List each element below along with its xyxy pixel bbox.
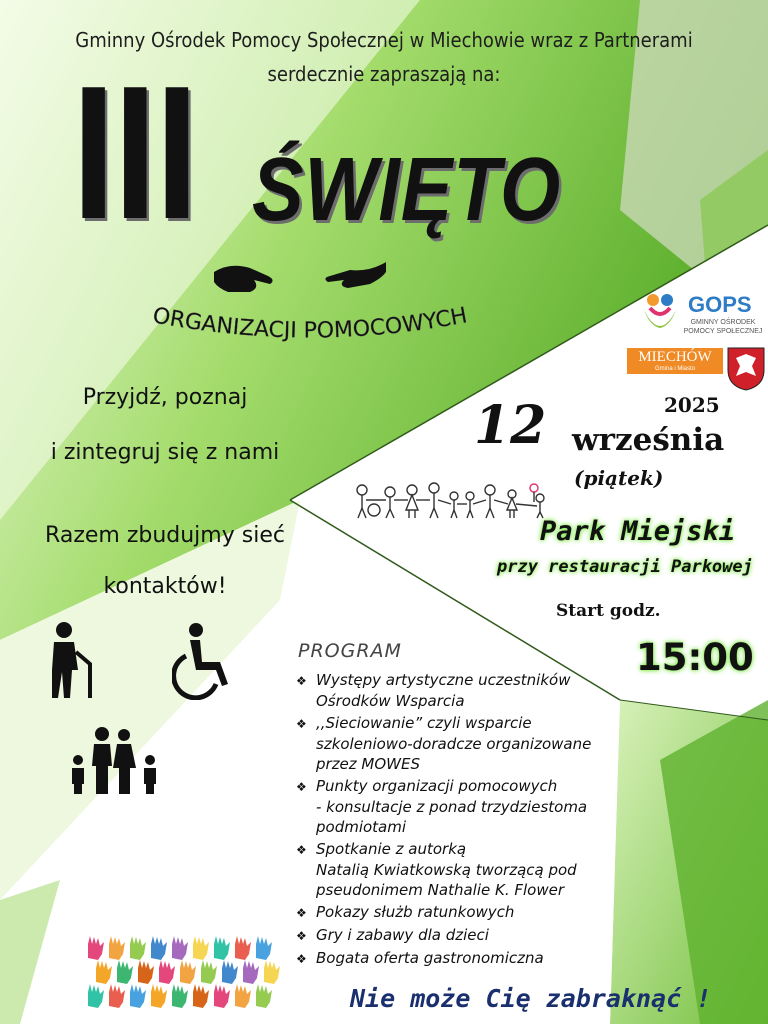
hand-shape bbox=[180, 960, 196, 984]
program-text: Natalią Kwiatkowską tworzącą pod bbox=[316, 861, 577, 879]
program-text: podmiotami bbox=[316, 818, 407, 836]
program-item bbox=[296, 948, 626, 969]
hand-shape bbox=[256, 984, 272, 1008]
start-label: Start godz. bbox=[556, 601, 661, 621]
edition-number: III bbox=[72, 47, 197, 259]
svg-text:ORGANIZACJI POMOCOWYCH: ORGANIZACJI POMOCOWYCH bbox=[150, 303, 470, 344]
program-item-continuation bbox=[296, 797, 626, 817]
program-item bbox=[296, 902, 626, 923]
hand-shape bbox=[151, 936, 167, 960]
program-list bbox=[296, 670, 626, 971]
hand-shape bbox=[172, 936, 188, 960]
program-item-text bbox=[296, 776, 626, 797]
event-place-sub: przy restauracji Parkowej bbox=[497, 557, 753, 577]
diamond-bullet-icon: ❖ bbox=[296, 929, 307, 943]
miechow-logo-sub: Gmina i Miasto bbox=[654, 366, 695, 372]
colorful-hands-icon bbox=[80, 928, 280, 1018]
program-item-continuation bbox=[296, 860, 626, 880]
elderly-person-icon bbox=[42, 620, 102, 700]
invite-text-3: Razem zbudujmy sieć bbox=[45, 523, 285, 548]
event-weekday: (piątek) bbox=[574, 466, 664, 490]
program-text: Bogata oferta gastronomiczna bbox=[316, 949, 544, 967]
program-item bbox=[296, 925, 626, 946]
family-chain-icon bbox=[352, 482, 552, 522]
hand-shape bbox=[130, 984, 146, 1008]
event-title: ŚWIĘTO bbox=[252, 140, 562, 240]
organizer-line: Gminny Ośrodek Pomocy Społecznej w Miechowie wraz z Partnerami bbox=[75, 28, 693, 52]
diamond-bullet-icon: ❖ bbox=[296, 674, 307, 688]
program-item bbox=[296, 670, 626, 711]
miechow-coat-of-arms-icon bbox=[726, 346, 766, 392]
program-item-continuation bbox=[296, 817, 626, 837]
program-item-text bbox=[296, 713, 626, 734]
event-subtitle bbox=[80, 270, 540, 360]
hand-shape bbox=[138, 960, 154, 984]
gops-logo-sub2: POMOCY SPOŁECZNEJ bbox=[683, 328, 763, 335]
hand-shape bbox=[109, 936, 125, 960]
hand-shape bbox=[172, 984, 188, 1008]
hand-shape bbox=[159, 960, 175, 984]
diamond-bullet-icon: ❖ bbox=[296, 906, 307, 920]
event-time: 15:00 bbox=[636, 636, 754, 679]
hand-shape bbox=[201, 960, 217, 984]
event-day: 12 bbox=[474, 395, 547, 456]
hand-shape bbox=[235, 936, 251, 960]
program-item bbox=[296, 713, 626, 774]
diamond-bullet-icon: ❖ bbox=[296, 780, 307, 794]
program-text: Ośrodków Wsparcia bbox=[316, 692, 465, 710]
event-month: września bbox=[572, 422, 725, 458]
hand-shape bbox=[214, 936, 230, 960]
program-text: szkoleniowo-doradcze organizowane bbox=[316, 735, 592, 753]
program-text: Gry i zabawy dla dzieci bbox=[316, 926, 489, 944]
program-text: pseudonimem Nathalie K. Flower bbox=[316, 881, 564, 899]
hand-shape bbox=[193, 936, 209, 960]
gops-logo-text: GOPS bbox=[688, 292, 752, 317]
program-item-text bbox=[296, 902, 626, 923]
gops-logo-icon bbox=[640, 292, 680, 336]
program-item-continuation bbox=[296, 754, 626, 774]
program-item-continuation bbox=[296, 691, 626, 711]
program-text: ,,Sieciowanie” czyli wsparcie bbox=[316, 714, 532, 732]
program-text: Pokazy służb ratunkowych bbox=[316, 903, 515, 921]
event-place: Park Miejski bbox=[540, 516, 736, 547]
hand-shape bbox=[243, 960, 259, 984]
program-text: Punkty organizacji pomocowych bbox=[316, 777, 558, 795]
hand-shape bbox=[130, 936, 146, 960]
program-item bbox=[296, 839, 626, 900]
hand-shape bbox=[117, 960, 133, 984]
hand-shape bbox=[88, 984, 104, 1008]
family-icon bbox=[66, 726, 162, 796]
footer-slogan: Nie może Cię zabraknąć ! bbox=[350, 984, 712, 1013]
hand-shape bbox=[88, 936, 104, 960]
program-item-text bbox=[296, 948, 626, 969]
program-item-continuation bbox=[296, 880, 626, 900]
invite-text-1: Przyjdź, poznaj bbox=[82, 385, 248, 410]
program-item-text bbox=[296, 925, 626, 946]
invite-line: serdecznie zapraszają na: bbox=[267, 62, 501, 86]
program-item-continuation bbox=[296, 734, 626, 754]
diamond-bullet-icon: ❖ bbox=[296, 952, 307, 966]
hand-shape bbox=[222, 960, 238, 984]
diamond-bullet-icon: ❖ bbox=[296, 717, 307, 731]
program-text: Występy artystyczne uczestników bbox=[316, 671, 571, 689]
miechow-logo-text: MIECHÓW bbox=[638, 349, 712, 365]
wheelchair-icon bbox=[172, 622, 238, 700]
program-heading: PROGRAM bbox=[298, 640, 402, 662]
invite-text-4: kontaktów! bbox=[103, 574, 227, 599]
hand-shape bbox=[193, 984, 209, 1008]
program-item-text bbox=[296, 839, 626, 860]
hand-shape bbox=[214, 984, 230, 1008]
program-item bbox=[296, 776, 626, 837]
program-item-text bbox=[296, 670, 626, 691]
program-text: Spotkanie z autorką bbox=[316, 840, 467, 858]
hand-shape bbox=[151, 984, 167, 1008]
hand-shape bbox=[96, 960, 112, 984]
event-year: 2025 bbox=[664, 393, 720, 417]
invite-text-2: i zintegruj się z nami bbox=[50, 440, 280, 465]
hand-shape bbox=[264, 960, 280, 984]
diamond-bullet-icon: ❖ bbox=[296, 843, 307, 857]
program-text: - konsultacje z ponad trzydziestoma bbox=[316, 798, 588, 816]
hand-shape bbox=[235, 984, 251, 1008]
hand-shape bbox=[256, 936, 272, 960]
program-text: przez MOWES bbox=[316, 755, 421, 773]
gops-logo-sub1: GMINNY OŚRODEK bbox=[690, 319, 756, 326]
hand-shape bbox=[109, 984, 125, 1008]
